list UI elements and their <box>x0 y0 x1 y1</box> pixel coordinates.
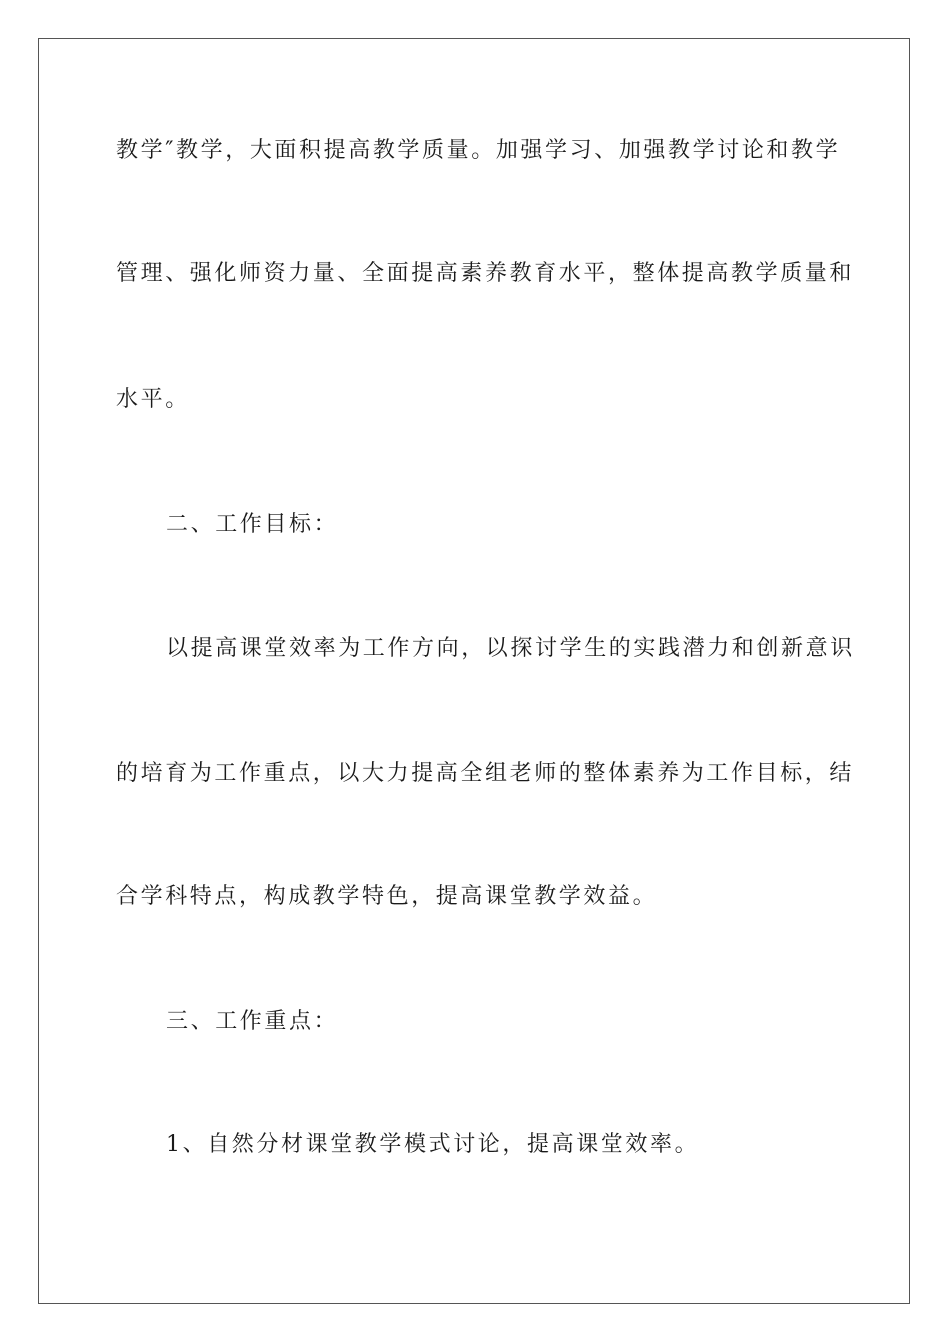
section-3-heading: 三、工作重点： <box>166 1009 339 1034</box>
paragraph-1-line-3: 水平。 <box>116 387 190 412</box>
paragraph-2-line-1: 以提高课堂效率为工作方向，以探讨学生的实践潜力和创新意识 <box>166 636 855 661</box>
paragraph-1-line-1: 教学″教学，大面积提高教学质量。加强学习、加强教学讨论和教学 <box>116 138 841 163</box>
page-border <box>38 38 910 1304</box>
paragraph-2-line-2: 的培育为工作重点，以大力提高全组老师的整体素养为工作目标，结 <box>116 761 855 786</box>
paragraph-1-line-2: 管理、强化师资力量、全面提高素养教育水平，整体提高教学质量和 <box>116 261 855 286</box>
list-item-1: 1、自然分材课堂教学模式讨论，提高课堂效率。 <box>166 1132 700 1157</box>
paragraph-2-line-3: 合学科特点，构成教学特色，提高课堂教学效益。 <box>116 884 658 909</box>
section-2-heading: 二、工作目标： <box>166 512 339 537</box>
